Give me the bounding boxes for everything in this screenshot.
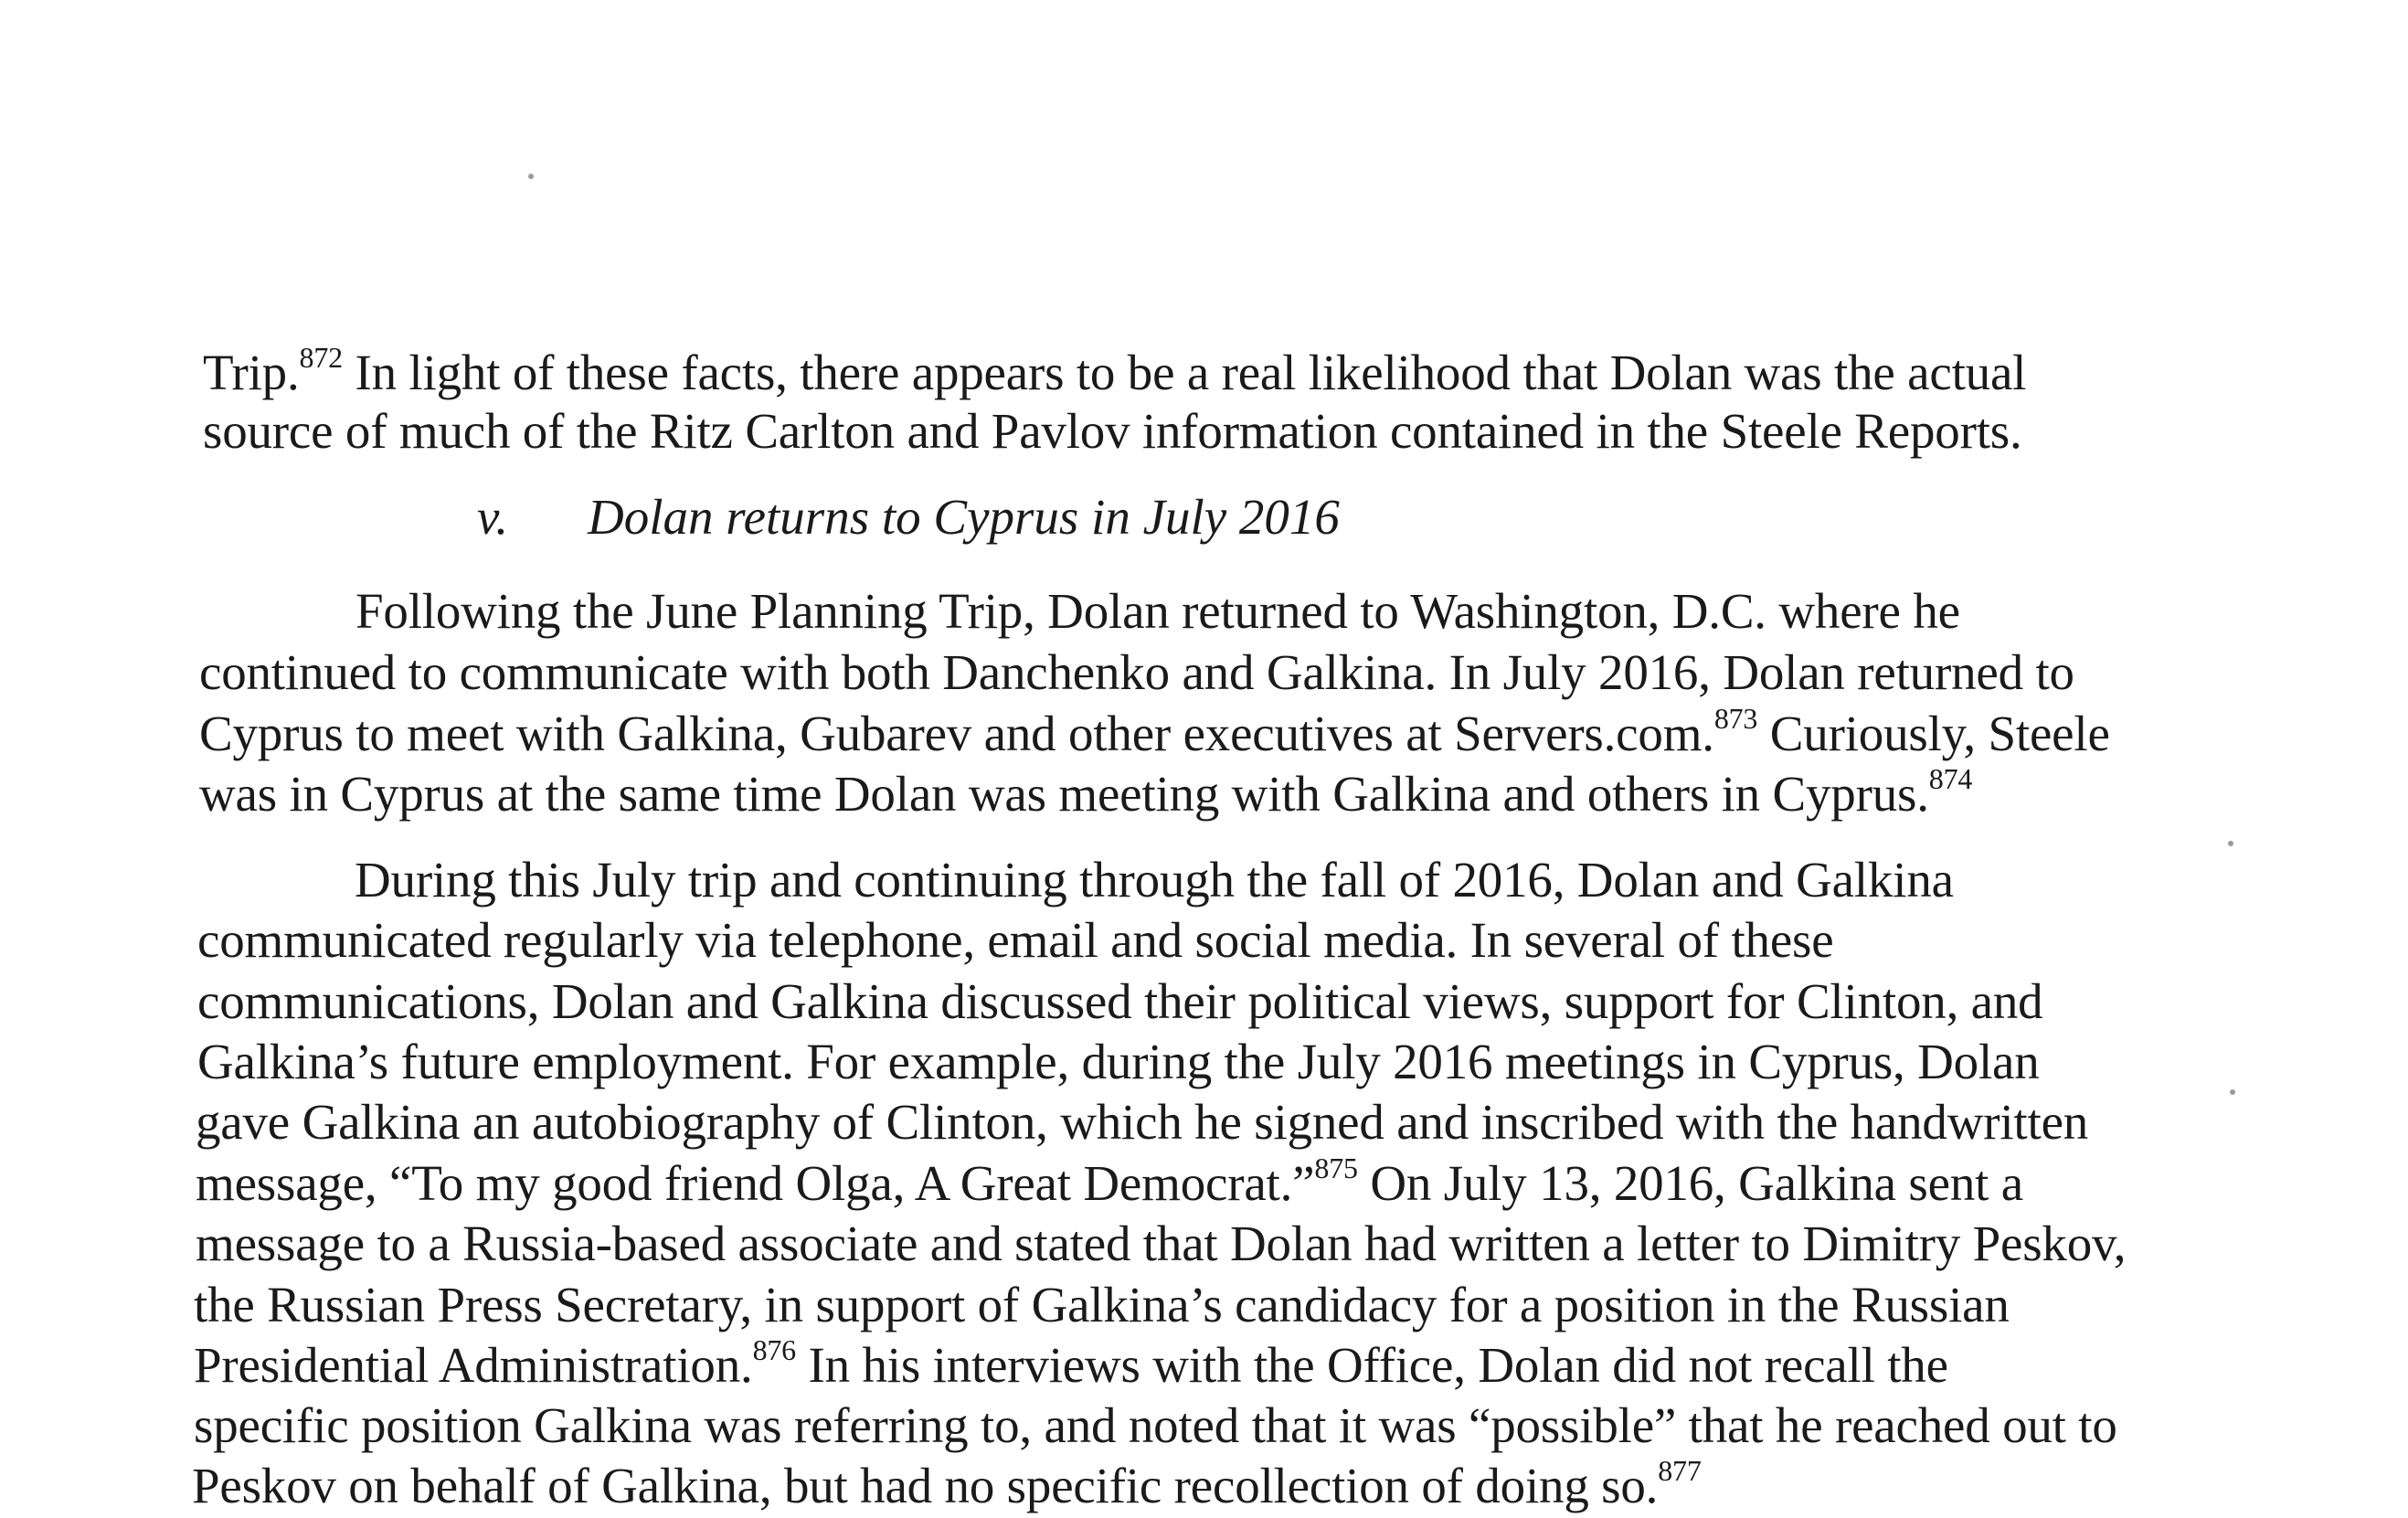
text-line	[197, 973, 2043, 1029]
footnote-ref[interactable]: 873	[1713, 702, 1758, 735]
line-text: Following the June Planning Trip, Dolan returned to Washington, D.C. where he	[355, 583, 1960, 639]
line-text: message to a Russia-based associate and stated that Dolan had written a letter to Dimitry Peskov,	[196, 1215, 2127, 1271]
scan-speck	[2228, 841, 2233, 846]
line-text: Trip.	[203, 345, 300, 400]
line-text: communicated regularly via telephone, email and social media. In several of these	[197, 912, 1834, 968]
line-text: gave Galkina an autobiography of Clinton, which he signed and inscribed with the handwritten	[196, 1094, 2089, 1150]
line-text: During this July trip and continuing through the fall of 2016, Dolan and Galkina	[355, 852, 1954, 908]
line-text: Galkina’s future employment. For example, during the July 2016 meetings in Cyprus, Dolan	[197, 1034, 2040, 1089]
line-text: On July 13, 2016, Galkina sent a	[1357, 1155, 2023, 1211]
text-line	[192, 1454, 1702, 1513]
line-text: Presidential Administration.	[194, 1337, 753, 1393]
text-line	[196, 1152, 2023, 1211]
text-line	[194, 1397, 2117, 1453]
line-text: continued to communicate with both Danchenko and Galkina. In July 2016, Dolan returned to	[199, 644, 2074, 700]
scan-speck	[528, 174, 534, 179]
text-line	[199, 644, 2074, 700]
scan-speck	[2230, 1089, 2235, 1095]
line-text: In light of these facts, there appears to be a real likelihood that Dolan was the actual	[342, 345, 2027, 400]
section-heading-number: v.	[477, 489, 509, 545]
text-line	[199, 762, 1973, 822]
line-text: In his interviews with the Office, Dolan did not recall the	[795, 1337, 1948, 1393]
text-line	[355, 583, 1960, 639]
line-text: Curiously, Steele	[1757, 706, 2110, 761]
line-text: communications, Dolan and Galkina discussed their political views, support for Clinton, and	[197, 973, 2043, 1029]
line-text: specific position Galkina was referring to, and noted that it was “possible” that he reached out to	[194, 1397, 2117, 1453]
line-text: was in Cyprus at the same time Dolan was meeting with Galkina and others in Cyprus.	[199, 766, 1929, 822]
footnote-ref[interactable]: 877	[1658, 1454, 1702, 1487]
section-heading-title: Dolan returns to Cyprus in July 2016	[588, 489, 1340, 545]
text-line	[199, 702, 2110, 761]
footnote-ref[interactable]: 876	[752, 1333, 796, 1366]
text-line	[196, 1094, 2089, 1150]
line-text: the Russian Press Secretary, in support of Galkina’s candidacy for a position in the Russian	[194, 1277, 2010, 1332]
footnote-ref[interactable]: 875	[1314, 1152, 1358, 1184]
text-line	[194, 1333, 1948, 1393]
footnote-ref[interactable]: 874	[1928, 762, 1973, 795]
line-text: Peskov on behalf of Galkina, but had no specific recollection of doing so.	[192, 1458, 1659, 1513]
text-line	[203, 403, 2022, 459]
footnote-ref[interactable]: 872	[299, 341, 343, 374]
line-text: Cyprus to meet with Galkina, Gubarev and other executives at Servers.com.	[199, 706, 1714, 761]
text-line	[197, 1036, 2040, 1087]
line-text: source of much of the Ritz Carlton and Pavlov information contained in the Steele Reports.	[203, 403, 2022, 459]
line-text: message, “To my good friend Olga, A Great Democrat.”	[196, 1155, 1315, 1211]
text-line	[203, 341, 2027, 400]
text-line	[196, 1215, 2127, 1271]
text-line	[194, 1279, 2010, 1330]
text-line	[355, 852, 1954, 908]
text-line	[197, 912, 1834, 968]
